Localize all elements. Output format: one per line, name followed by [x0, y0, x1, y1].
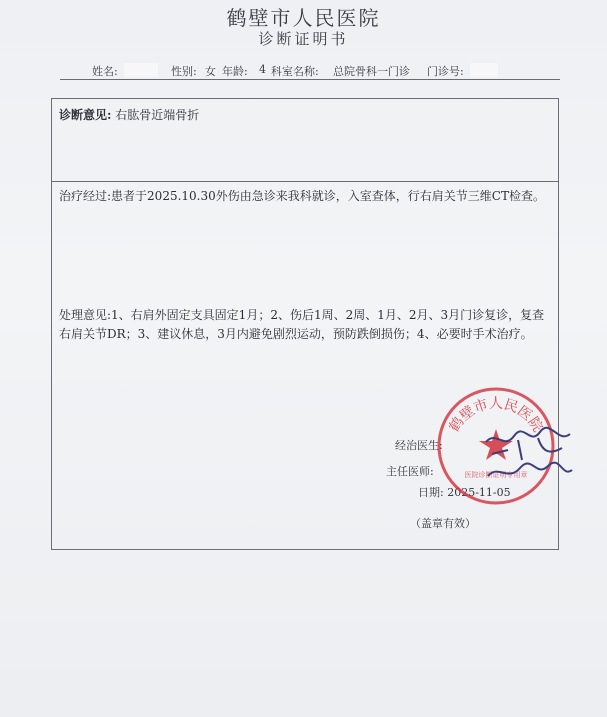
treatment-section: [59, 187, 553, 206]
attending-label: 经治医生:: [395, 439, 443, 452]
diagnosis-value: 右肱骨近端骨折: [115, 108, 200, 122]
chief-signature: [488, 463, 572, 476]
document-title: 诊断证明书: [258, 30, 349, 48]
info-underline: [60, 79, 560, 80]
treatment-text: 患者于2025.10.30外伤由急诊来我科就诊，入室查体，行右肩关节三维CT检查。: [111, 189, 545, 203]
disposition-label: 处理意见:: [59, 308, 112, 322]
diagnosis-label: 诊断意见:: [59, 108, 112, 122]
seal-inner-text: 医院诊断证明专用章: [464, 471, 528, 479]
treatment-label: 治疗经过:: [59, 189, 112, 203]
disposition-section: [59, 306, 553, 344]
age-label: 年龄:: [222, 65, 248, 78]
attending-signature: [486, 428, 570, 442]
redacted-clinic-no: [470, 63, 498, 77]
department-label: 科室名称:: [271, 65, 319, 78]
age-value: 4: [259, 63, 266, 76]
gender-label: 性别:: [171, 65, 197, 78]
department-value: 总院骨科一门诊: [333, 65, 410, 78]
seal-text: 鹤壁市人民医院: [446, 396, 546, 436]
disposition-text: 1、右肩外固定支具固定1月；2、伤后1周、2周、1月、2月、3月门诊复诊，复查右肩关节DR；3、建议休息，3月内避免剧烈运动，预防跌倒损伤；4、必要时手术治疗。: [59, 308, 545, 341]
hospital-name: 鹤壁市人民医院: [226, 6, 381, 30]
gender-value: 女: [205, 65, 216, 78]
section-divider: [52, 181, 558, 182]
seal-note: （盖章有效）: [410, 517, 476, 530]
date-value: 2025-11-05: [447, 486, 511, 499]
chief-label: 主任医师:: [386, 465, 434, 478]
diagnosis-section: [59, 106, 553, 125]
date-label: 日期:: [418, 486, 444, 499]
clinic-no-label: 门诊号:: [427, 65, 464, 78]
handwritten-signatures: [478, 420, 578, 490]
name-label: 姓名:: [92, 65, 118, 78]
redacted-name: [124, 63, 158, 77]
